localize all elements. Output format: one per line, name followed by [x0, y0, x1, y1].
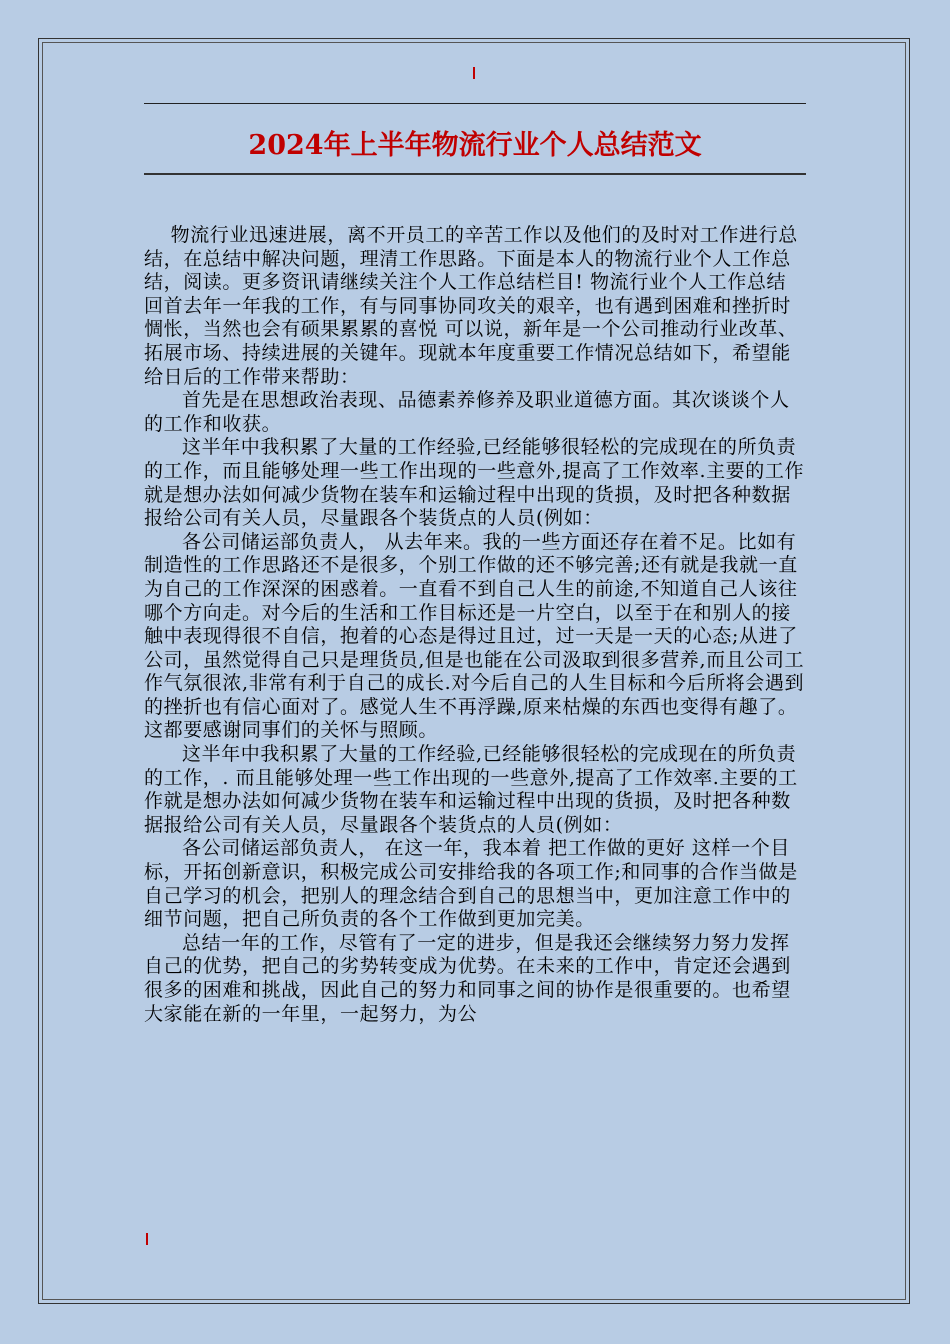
header-mark: [473, 67, 475, 79]
paragraph: 首先是在思想政治表现、品德素养修养及职业道德方面。其次谈谈个人的工作和收获。: [144, 389, 790, 435]
paragraph: 物流行业迅速进展，离不开员工的辛苦工作以及他们的及时对工作进行总结，在总结中解决问题，理清工作思路。下面是本人的物流行业个人工作总结，阅读。更多资讯请继续关注个人工作总结栏目! 物流行业个人工作总结 回首去年一年我的工作，有与同事协同攻关的艰辛，也有遇到困难和挫折时惆怅，当然也会有硕果累累的喜悦 可以说，新年是一个公司推动行业改革、拓展市场、持续进展的关键年。现就本年度重要工作情况总结如下，希望能给日后的工作带来帮助：: [144, 224, 798, 388]
paragraph: 这半年中我积累了大量的工作经验,已经能够很轻松的完成现在的所负责的工作，而且能够处理一些工作出现的一些意外,提高了工作效率.主要的工作就是想办法如何减少货物在装车和运输过程中出现的货损，及时把各种数据报给公司有关人员，尽量跟各个装货点的人员(例如：: [144, 436, 805, 530]
document-body: [144, 224, 808, 1026]
header-rule: [144, 103, 806, 104]
paragraph: 各公司储运部负责人， 从去年来。我的一些方面还存在着不足。比如有制造性的工作思路还不是很多，个别工作做的还不够完善;还有就是我就一直为自己的工作深深的困惑着。一直看不到自己人生的前途,不知道自己人该往哪个方向走。对今后的生活和工作目标还是一片空白，以至于在和别人的接触中表现得很不自信，抱着的心态是得过且过，过一天是一天的心态;从进了公司，虽然觉得自己只是理货员,但是也能在公司汲取到很多营养,而且公司工作气氛很浓,非常有利于自己的成长.对今后自己的人生目标和今后所将会遇到的挫折也有信心面对了。感觉人生不再浮躁,原来枯燥的东西也变得有趣了。这都要感谢同事们的关怀与照顾。: [144, 530, 805, 742]
document-title: 2024年上半年物流行业个人总结范文: [248, 130, 702, 161]
title-rule: [144, 173, 806, 175]
paragraph: 总结一年的工作，尽管有了一定的进步，但是我还会继续努力努力发挥自己的优势，把自己的劣势转变成为优势。在未来的工作中，肯定还会遇到很多的困难和挑战，因此自己的努力和同事之间的协作是很重要的。也希望大家能在新的一年里，一起努力，为公: [144, 931, 791, 1025]
paragraph: 这半年中我积累了大量的工作经验,已经能够很轻松的完成现在的所负责的工作，. 而且能够处理一些工作出现的一些意外,提高了工作效率.主要的工作就是想办法如何减少货物在装车和运输过程中出现的货损，及时把各种数据报给公司有关人员，尽量跟各个装货点的人员(例如：: [144, 743, 798, 836]
paragraph: 各公司储运部负责人， 在这一年，我本着 把工作做的更好 这样一个目标，开拓创新意识，积极完成公司安排给我的各项工作;和同事的合作当做是自己学习的机会，把别人的理念结合到自己的思想当中，更加注意工作中的细节问题，把自己所负责的各个工作做到更加完美。: [144, 837, 798, 931]
footer-mark: [146, 1233, 148, 1245]
